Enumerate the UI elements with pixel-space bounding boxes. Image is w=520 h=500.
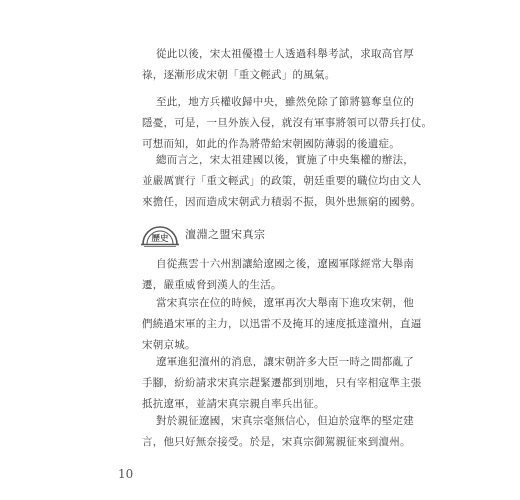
history-emblem-icon	[140, 218, 180, 248]
text-line: 總而言之，宋太祖建國以後，實施了中央集權的辦法，	[156, 154, 414, 166]
page-number: 10	[118, 467, 134, 481]
text-line: 自從燕雲十六州割讓給遼國之後，遼國軍隊經常大舉南	[156, 258, 414, 270]
text-line: 遷，嚴重威脅到漢人的生活。	[142, 279, 282, 291]
text-line: 祿，逐漸形成宋朝「重文輕武」的風氣。	[142, 69, 336, 81]
emblem-label: 歷史	[151, 234, 169, 244]
text-line: 可想而知，如此的作為將帶給宋朝國防薄弱的後遺症。	[142, 138, 400, 150]
text-line: 隱憂，可是，一旦外族入侵，就沒有軍事將領可以帶兵打仗。	[142, 117, 433, 129]
paragraph	[142, 293, 422, 356]
section-title: 澶淵之盟宋真宗	[185, 228, 266, 241]
paragraph	[142, 411, 414, 453]
text-line: 遼軍進犯澶州的消息，讓宋朝許多大臣一時之間都亂了	[156, 356, 414, 368]
text-line: 手腳，紛紛請求宋真宗趕緊遷都到別地，只有宰相寇準主張	[142, 377, 422, 389]
text-line: 言，他只好無奈接受。於是，宋真宗御駕親征來到澶州。	[142, 436, 411, 448]
text-line: 抵抗遼軍，並請宋真宗親自率兵出征。	[142, 398, 325, 410]
text-line: 從此以後，宋太祖優禮士人透過科舉考試，求取高官厚	[156, 48, 414, 60]
paragraph	[142, 254, 414, 296]
paragraph	[142, 352, 422, 415]
text-line: 當宋真宗在位的時候，遼軍再次大舉南下進攻宋朝，他	[156, 297, 414, 309]
text-line: 來擔任，因而造成宋朝武力積弱不振，與外患無窮的國勢。	[142, 196, 422, 208]
text-line: 對於親征遼國，宋真宗毫無信心，但迫於寇準的堅定建	[156, 415, 414, 427]
paragraph	[142, 44, 414, 86]
text-line: 並嚴厲實行「重文輕武」的政策，朝廷重要的職位均由文人	[142, 175, 422, 187]
text-line: 宋朝京城。	[142, 339, 196, 351]
paragraph	[142, 92, 433, 155]
paragraph	[142, 150, 422, 213]
text-line: 們繞過宋軍的主力，以迅雷不及掩耳的速度抵達澶州，直逼	[142, 318, 422, 330]
section-header	[140, 218, 340, 248]
text-line: 至此，地方兵權收歸中央，雖然免除了節將篡奪皇位的	[156, 96, 414, 108]
